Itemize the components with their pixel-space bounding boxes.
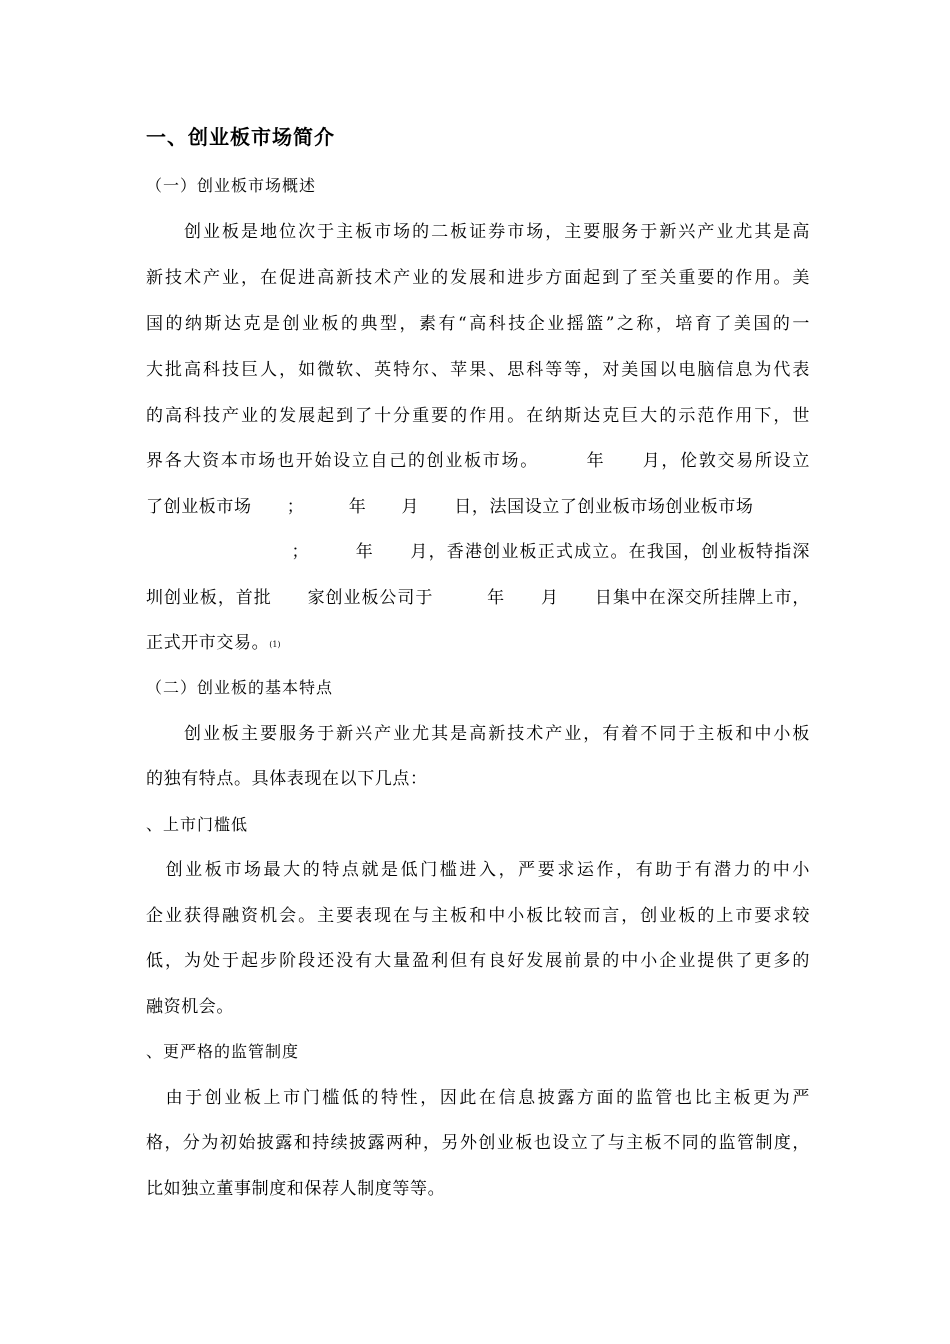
paragraph-line: 融资机会。 xyxy=(146,997,234,1017)
point-1-title: 、上市门槛低 xyxy=(146,815,249,834)
paragraph-line: 企业获得融资机会。主要表现在与主板和中小板比较而言，创业板的上市要求较 xyxy=(146,906,810,926)
point-2-title: 、更严格的监管制度 xyxy=(146,1042,300,1061)
paragraph-line: 创业板是地位次于主板市场的二板证券市场，主要服务于新兴产业尤其是高 xyxy=(146,222,810,242)
paragraph-line: ； 年 月，香港创业板正式成立。在我国，创业板特指深 xyxy=(146,542,810,562)
paragraph-line: 创业板市场最大的特点就是低门槛进入，严要求运作，有助于有潜力的中小 xyxy=(146,860,810,880)
paragraph-line: 的高科技产业的发展起到了十分重要的作用。在纳斯达克巨大的示范作用下，世 xyxy=(146,406,810,426)
paragraph-line: 界各大资本市场也开始设立自己的创业板市场。 年 月，伦敦交易所设立 xyxy=(146,451,810,471)
chapter-heading: 一、创业板市场简介 xyxy=(146,125,335,149)
paragraph-line: 由于创业板上市门槛低的特性，因此在信息披露方面的监管也比主板更为严 xyxy=(146,1088,810,1108)
paragraph-line: 低，为处于起步阶段还没有大量盈利但有良好发展前景的中小企业提供了更多的 xyxy=(146,951,810,971)
paragraph-line: 格，分为初始披露和持续披露两种，另外创业板也设立了与主板不同的监管制度， xyxy=(146,1133,810,1153)
footnote-marker: (1) xyxy=(269,640,281,649)
paragraph-line: 圳创业板，首批 家创业板公司于 年 月 日集中在深交所挂牌上市， xyxy=(146,588,810,608)
paragraph-line: 了创业板市场 ； 年 月 日，法国设立了创业板市场创业板市场 xyxy=(146,497,754,517)
paragraph-text: 正式开市交易。 xyxy=(146,633,270,653)
section-1-title: （一）创业板市场概述 xyxy=(146,176,317,195)
paragraph-last-line xyxy=(146,633,281,655)
paragraph-line: 大批高科技巨人，如微软、英特尔、苹果、思科等等，对美国以电脑信息为代表 xyxy=(146,360,810,380)
paragraph-line: 创业板主要服务于新兴产业尤其是高新技术产业，有着不同于主板和中小板 xyxy=(146,724,810,744)
paragraph-line: 国的纳斯达克是创业板的典型，素有“高科技企业摇篮”之称，培育了美国的一 xyxy=(146,314,810,334)
paragraph-line: 比如独立董事制度和保荐人制度等等。 xyxy=(146,1179,446,1199)
paragraph-line: 的独有特点。具体表现在以下几点： xyxy=(146,769,428,789)
section-2-title: （二）创业板的基本特点 xyxy=(146,678,334,697)
paragraph-line: 新技术产业，在促进高新技术产业的发展和进步方面起到了至关重要的作用。美 xyxy=(146,268,810,288)
